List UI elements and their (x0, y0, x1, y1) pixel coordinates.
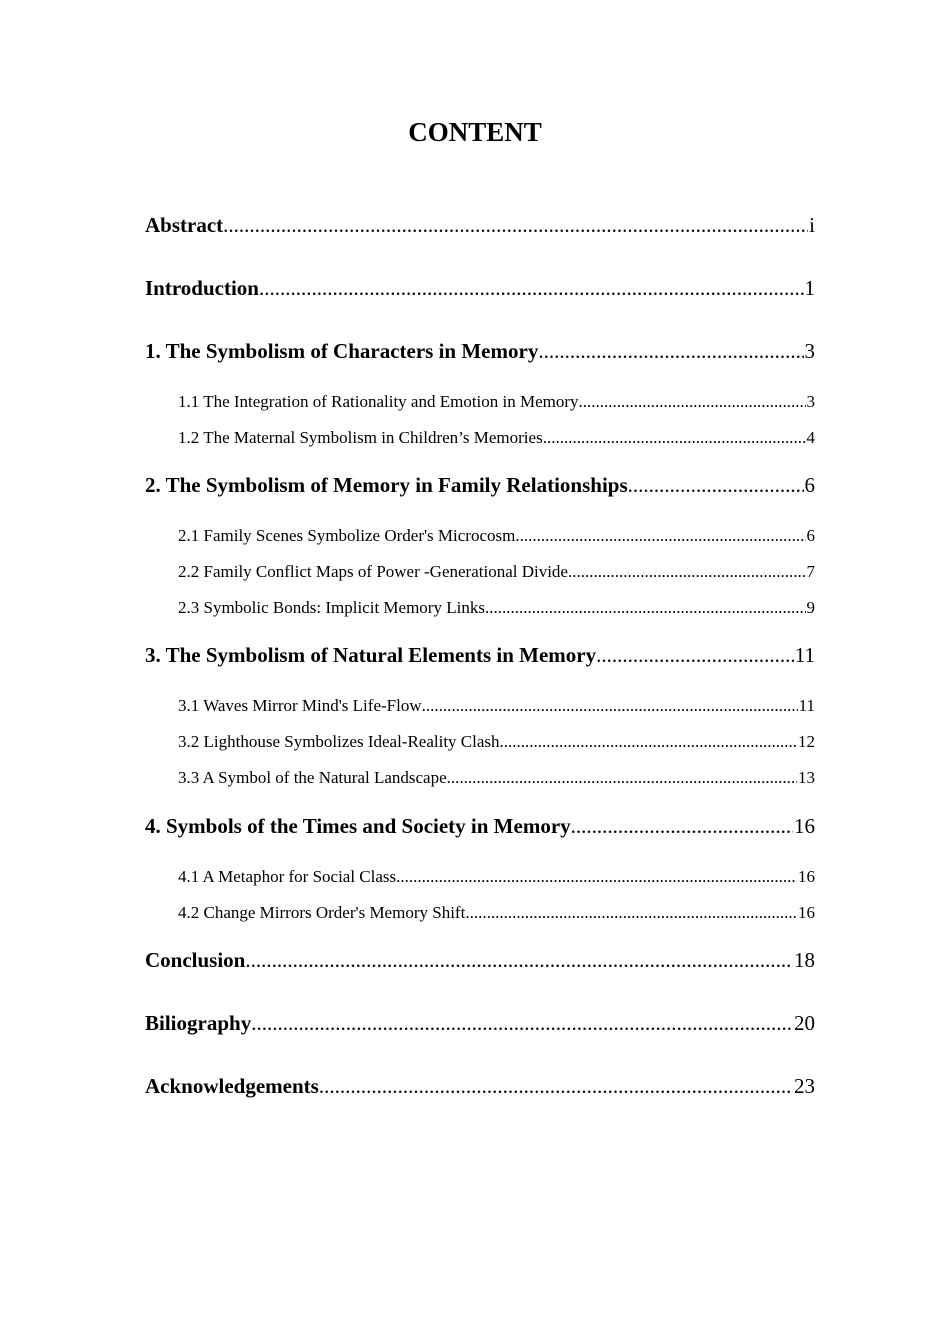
toc-dot-leader (571, 812, 793, 840)
toc-entry-label: Biliography (145, 1011, 252, 1035)
toc-page-number: 16 (798, 903, 815, 922)
page-title: CONTENT (408, 117, 542, 147)
toc-page-number: 23 (794, 1074, 815, 1098)
toc-entry-label: 4.2 Change Mirrors Order's Memory Shift (178, 903, 466, 922)
toc-dot-leader (628, 471, 804, 499)
toc-entry-bibliography[interactable] (145, 1009, 815, 1037)
toc-page-number: 7 (806, 562, 815, 581)
toc-dot-leader (251, 1009, 793, 1037)
toc-page-number: 12 (798, 732, 815, 751)
toc-entry-label: 4. Symbols of the Times and Society in Memory (145, 814, 571, 838)
toc-entry-label: 2. The Symbolism of Memory in Family Relationships (145, 473, 628, 497)
toc-dot-leader (245, 946, 793, 974)
toc-page-number: 6 (804, 473, 815, 497)
toc-dot-leader (500, 730, 797, 754)
toc-page-number: 6 (806, 526, 815, 545)
toc-page-number: 16 (794, 814, 815, 838)
toc-page-number: 11 (798, 696, 815, 715)
toc-entry-acknowledgements[interactable] (145, 1072, 815, 1100)
toc-page-number: 9 (806, 598, 815, 617)
toc-entry-label: Introduction (145, 276, 259, 300)
toc-dot-leader (259, 274, 804, 302)
toc-dot-leader (543, 426, 806, 450)
toc-entry-label: 2.3 Symbolic Bonds: Implicit Memory Links (178, 598, 485, 617)
toc-entry-chapter-2[interactable] (145, 471, 815, 499)
toc-entry-chapter-3[interactable] (145, 641, 815, 669)
toc-dot-leader (579, 390, 806, 414)
toc-page-number: 4 (806, 428, 815, 447)
toc-dot-leader (447, 766, 797, 790)
toc-entry-section-2-1[interactable] (178, 524, 815, 548)
toc-entry-label: 3.1 Waves Mirror Mind's Life-Flow (178, 696, 422, 715)
toc-dot-leader (515, 524, 805, 548)
toc-page-number: 18 (794, 948, 815, 972)
toc-entry-label: 1.2 The Maternal Symbolism in Children’s Memories (178, 428, 543, 447)
toc-entry-section-2-2[interactable] (178, 560, 815, 584)
toc-page-number: 1 (804, 276, 815, 300)
toc-entry-section-2-3[interactable] (178, 596, 815, 620)
toc-entry-chapter-1[interactable] (145, 337, 815, 365)
toc-entry-label: Acknowledgements (145, 1074, 319, 1098)
toc-entry-label: Abstract (145, 213, 224, 237)
toc-page-number: i (809, 213, 815, 237)
toc-entry-section-4-2[interactable] (178, 901, 815, 925)
toc-entry-conclusion[interactable] (145, 946, 815, 974)
toc-entry-label: 3.2 Lighthouse Symbolizes Ideal-Reality Clash (178, 732, 500, 751)
toc-dot-leader (568, 560, 806, 584)
toc-entry-section-4-1[interactable] (178, 865, 815, 889)
toc-entry-abstract[interactable] (145, 211, 815, 239)
toc-dot-leader (223, 211, 808, 239)
toc-dot-leader (596, 641, 794, 669)
toc-entry-introduction[interactable] (145, 274, 815, 302)
toc-page-number: 13 (798, 768, 815, 787)
toc-entry-section-1-1[interactable] (178, 390, 815, 414)
toc-dot-leader (422, 694, 798, 718)
toc-page-number: 20 (794, 1011, 815, 1035)
toc-dot-leader (465, 901, 797, 925)
toc-dot-leader (396, 865, 797, 889)
toc-entry-section-3-2[interactable] (178, 730, 815, 754)
toc-entry-label: 2.2 Family Conflict Maps of Power -Generational Divide (178, 562, 568, 581)
toc-page-number: 16 (798, 867, 815, 886)
toc-entry-section-3-1[interactable] (178, 694, 815, 718)
toc-entry-section-3-3[interactable] (178, 766, 815, 790)
toc-entry-label: 1.1 The Integration of Rationality and Emotion in Memory (178, 392, 579, 411)
toc-dot-leader (319, 1072, 793, 1100)
toc-entry-label: 2.1 Family Scenes Symbolize Order's Microcosm (178, 526, 516, 545)
toc-entry-label: 3. The Symbolism of Natural Elements in Memory (145, 643, 597, 667)
toc-page-number: 3 (806, 392, 815, 411)
toc-entry-label: 4.1 A Metaphor for Social Class (178, 867, 397, 886)
toc-entry-label: 3.3 A Symbol of the Natural Landscape (178, 768, 447, 787)
toc-entry-chapter-4[interactable] (145, 812, 815, 840)
toc-entry-label: Conclusion (145, 948, 246, 972)
toc-page-number: 3 (804, 339, 815, 363)
toc-dot-leader (538, 337, 803, 365)
toc-entry-label: 1. The Symbolism of Characters in Memory (145, 339, 539, 363)
toc-page-number: 11 (794, 643, 815, 667)
toc-dot-leader (485, 596, 806, 620)
toc-entry-section-1-2[interactable] (178, 426, 815, 450)
